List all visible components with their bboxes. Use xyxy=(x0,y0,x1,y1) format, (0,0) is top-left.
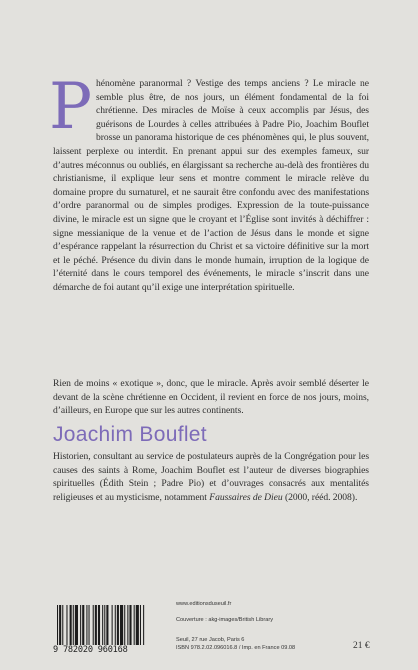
author-bio-text-2: (2000, rééd. 2008). xyxy=(282,491,358,503)
publisher-address: Seuil, 27 rue Jacob, Paris 6 xyxy=(176,637,245,643)
price: 21 € xyxy=(353,641,370,651)
isbn-barcode xyxy=(53,605,167,657)
author-bio xyxy=(53,450,369,504)
blurb-main-paragraph xyxy=(49,70,369,295)
publisher-website: www.editionsduseuil.fr xyxy=(176,601,232,607)
drop-cap: P xyxy=(49,70,93,144)
barcode-bars xyxy=(53,605,167,649)
barcode-digits: 9 782020 960168 xyxy=(53,645,171,655)
blurb-main-text: hénomène paranormal ? Vestige des temps anciens ? Le miracle ne semble plus être, de nos jours, un élément fondamental de la foi chrétienne. Des miracles de Moïse à ceux accomplis par Jésus, des guérisons de Lourdes à celles attribuées à Padre Pio, Joachim Bouflet brosse un panorama historique de ces phénomènes qui, le plus souvent, laissent perplexe ou interdit. En prenant appui sur des exemples fameux, sur d’autres méconnus ou oubliés, en élargissant sa recherche au-delà des frontières du christianisme, il explique leur sens et montre comment le miracle relève du domaine propre du surnaturel, et ne saurait être confondu avec des manifestations d’ordre paranormal ou de simples prodiges. Expression de la toute-puissance divine, le miracle est un signe que le croyant et l’Église sont invités à déchiffrer : signe messianique de la venue et de l’action de Jésus dans le monde et signe d’espérance rappelant la résurrection du Christ et sa victoire définitive sur la mort et le péché. Présence du divin dans le monde humain, irruption de la logique de l’éternité dans le cours temporel des événements, le miracle s’inscrit dans une démarche de foi autant qu’il exige une interprétation spirituelle. xyxy=(53,78,369,293)
isbn-print-line: ISBN 978.2.02.096016.8 / Imp. en France 09.08 xyxy=(176,645,296,651)
cover-credit: Couverture : akg-images/British Library xyxy=(176,617,273,623)
blurb-second-paragraph: Rien de moins « exotique », donc, que le miracle. Après avoir semblé déserter le devant de la scène chrétienne en Occident, il revient en force de nos jours, moins, d’ailleurs, en Europe que sur les autres continents. xyxy=(53,378,369,417)
author-bio-text-1: Historien, consultant au service de postulateurs auprès de la Congrégation pour les causes des saints à Rome, Joachim Bouflet est l’auteur de diverses biographies spirituelles (Édith Stein ; Padre Pio) et d’ouvrages consacrés aux mentalités religieuses et au mysticisme, notamment xyxy=(53,451,369,503)
author-bio-book-title: Faussaires de Dieu xyxy=(209,491,283,503)
author-name: Joachim Bouflet xyxy=(53,423,207,446)
